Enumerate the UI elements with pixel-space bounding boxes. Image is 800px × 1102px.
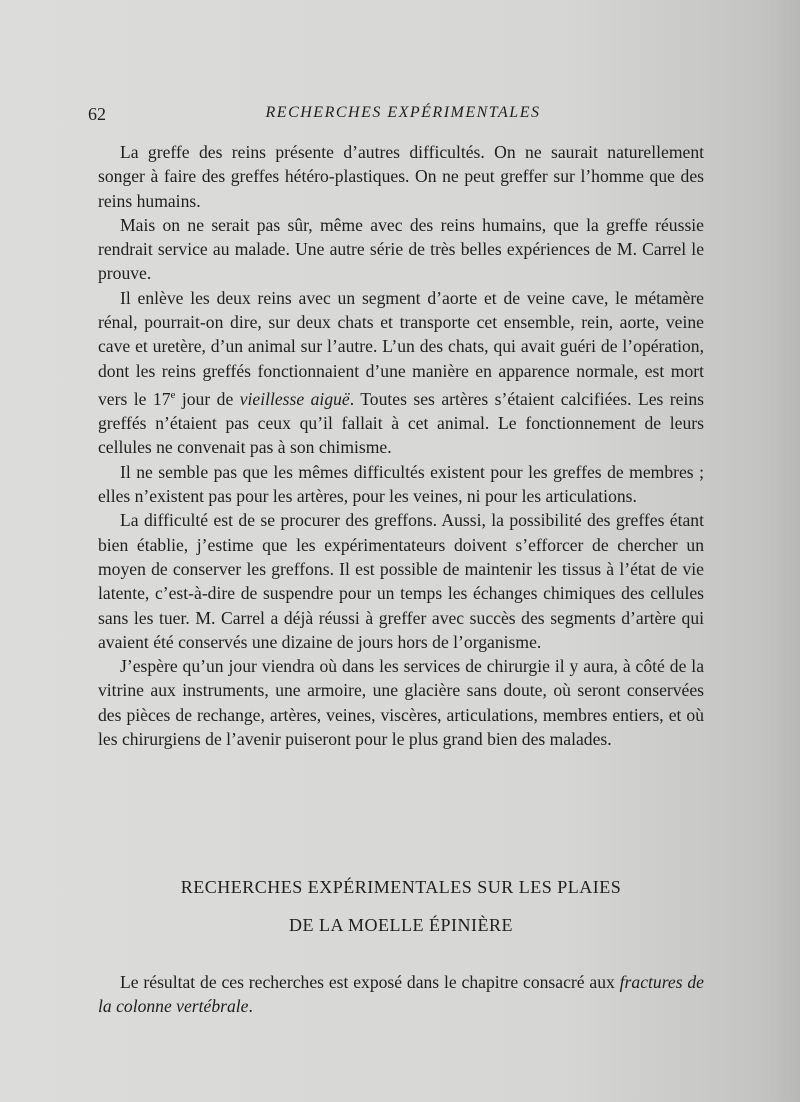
main-text xyxy=(98,140,704,751)
section-text-a: Le résultat de ces recherches est exposé dans le chapitre consacré aux xyxy=(120,972,620,992)
paragraph-3-text-a: Il enlève les deux reins avec un segment d’aorte et de veine cave, le métamère rénal, pourrait-on dire, sur deux chats et transporte cet ensemble, rein, aorte, veine cave et uretère, d’un animal sur l’autre. L’un des chats, qui avait guéri de l’opération, dont les reins greffés fonctionnaient d’une manière en apparence normale, est mort vers le 17 xyxy=(98,287,704,409)
page-number: 62 xyxy=(88,104,106,124)
section-italic-phrase: fractures de la colonne vertébrale xyxy=(98,972,704,1017)
section-title-line-2: DE LA MOELLE ÉPINIÈRE xyxy=(289,915,513,935)
paragraph-1: La greffe des reins présente d’autres difficultés. On ne saurait naturellement songer à faire des greffes hétéro-plastiques. On ne peut greffer sur l’homme que des reins humains. xyxy=(98,142,704,211)
section-text xyxy=(98,970,704,1019)
paragraph-6: J’espère qu’un jour viendra où dans les services de chirurgie il y aura, à côté de la vitrine aux instruments, une armoire, une glacière sans doute, où seront conservées des pièces de rechange, artères, veines, viscères, articulations, membres entiers, et où les chirurgiens de l’avenir puiseront pour le plus grand bien des malades. xyxy=(98,656,704,749)
paragraph-3-text-c: . Toutes ses artères s’étaient calcifiées. Les reins greffés n’étaient pas ceux qu’il fallait à cet animal. Le fonctionnement de leurs cellules ne convenait pas à son chimisme. xyxy=(98,388,705,458)
running-head: RECHERCHES EXPÉRIMENTALES xyxy=(265,104,541,121)
section-text-b: . xyxy=(248,996,253,1017)
page-header xyxy=(88,104,718,128)
paragraph-3 xyxy=(98,286,704,460)
section-paragraph xyxy=(98,970,704,1019)
paragraph-5: La difficulté est de se procurer des greffons. Aussi, la possibilité des greffes étant bien établie, j’estime que les expérimentateurs doivent s’efforcer de chercher un moyen de conserver les greffons. Il est possible de maintenir les tissus à l’état de vie latente, c’est-à-dire de suspendre pour un temps les échanges chimiques des cellules sans les tuer. M. Carrel a déjà réussi à greffer avec succès des segments d’artère qui avaient été conservés une dizaine de jours hors de l’organisme. xyxy=(98,510,704,652)
ordinal-superscript: e xyxy=(170,388,176,401)
paragraph-4: Il ne semble pas que les mêmes difficultés existent pour les greffes de membres ; elles n’existent pas pour les artères, pour les veines, ni pour les articulations. xyxy=(98,461,704,507)
section-title-line-1: RECHERCHES EXPÉRIMENTALES SUR LES PLAIES xyxy=(180,877,622,897)
italic-phrase: vieillesse aiguë xyxy=(239,388,350,409)
paragraph-2: Mais on ne serait pas sûr, même avec des reins humains, que la greffe réussie rendrait service au malade. Une autre série de très belles expériences de M. Carrel le prouve. xyxy=(98,214,704,284)
paragraph-3-text-b: jour de xyxy=(175,388,240,409)
